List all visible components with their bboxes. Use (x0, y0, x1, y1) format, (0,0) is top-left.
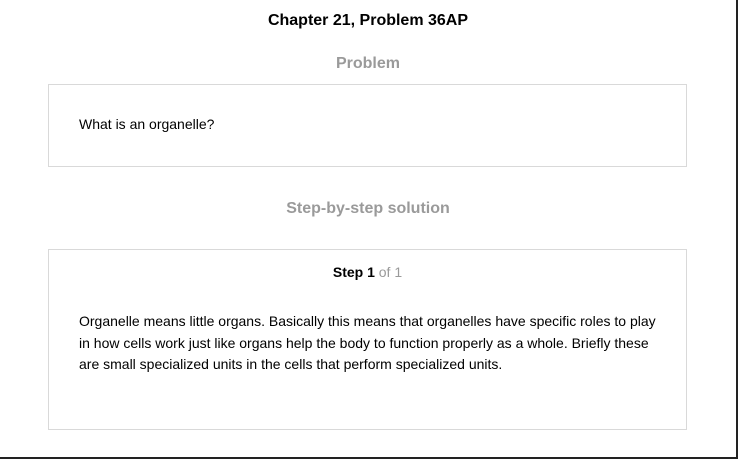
problem-heading: Problem (335, 55, 400, 72)
problem-text: What is an organelle? (79, 116, 215, 132)
chapter-title: Chapter 21, Problem 36AP (267, 12, 469, 29)
step-header (49, 264, 686, 280)
solution-card (48, 249, 687, 430)
problem-card (48, 84, 687, 167)
solution-text: Organelle means little organs. Basically this means that organelles have specific roles to play in how cells work just like organs help the body to function properly as a whole. Briefly these are small specialized units in the cells that perform specialized units. (79, 313, 656, 372)
solution-heading: Step-by-step solution (286, 200, 450, 217)
step-label: Step 1 (332, 264, 375, 280)
step-count: of 1 (374, 264, 403, 280)
